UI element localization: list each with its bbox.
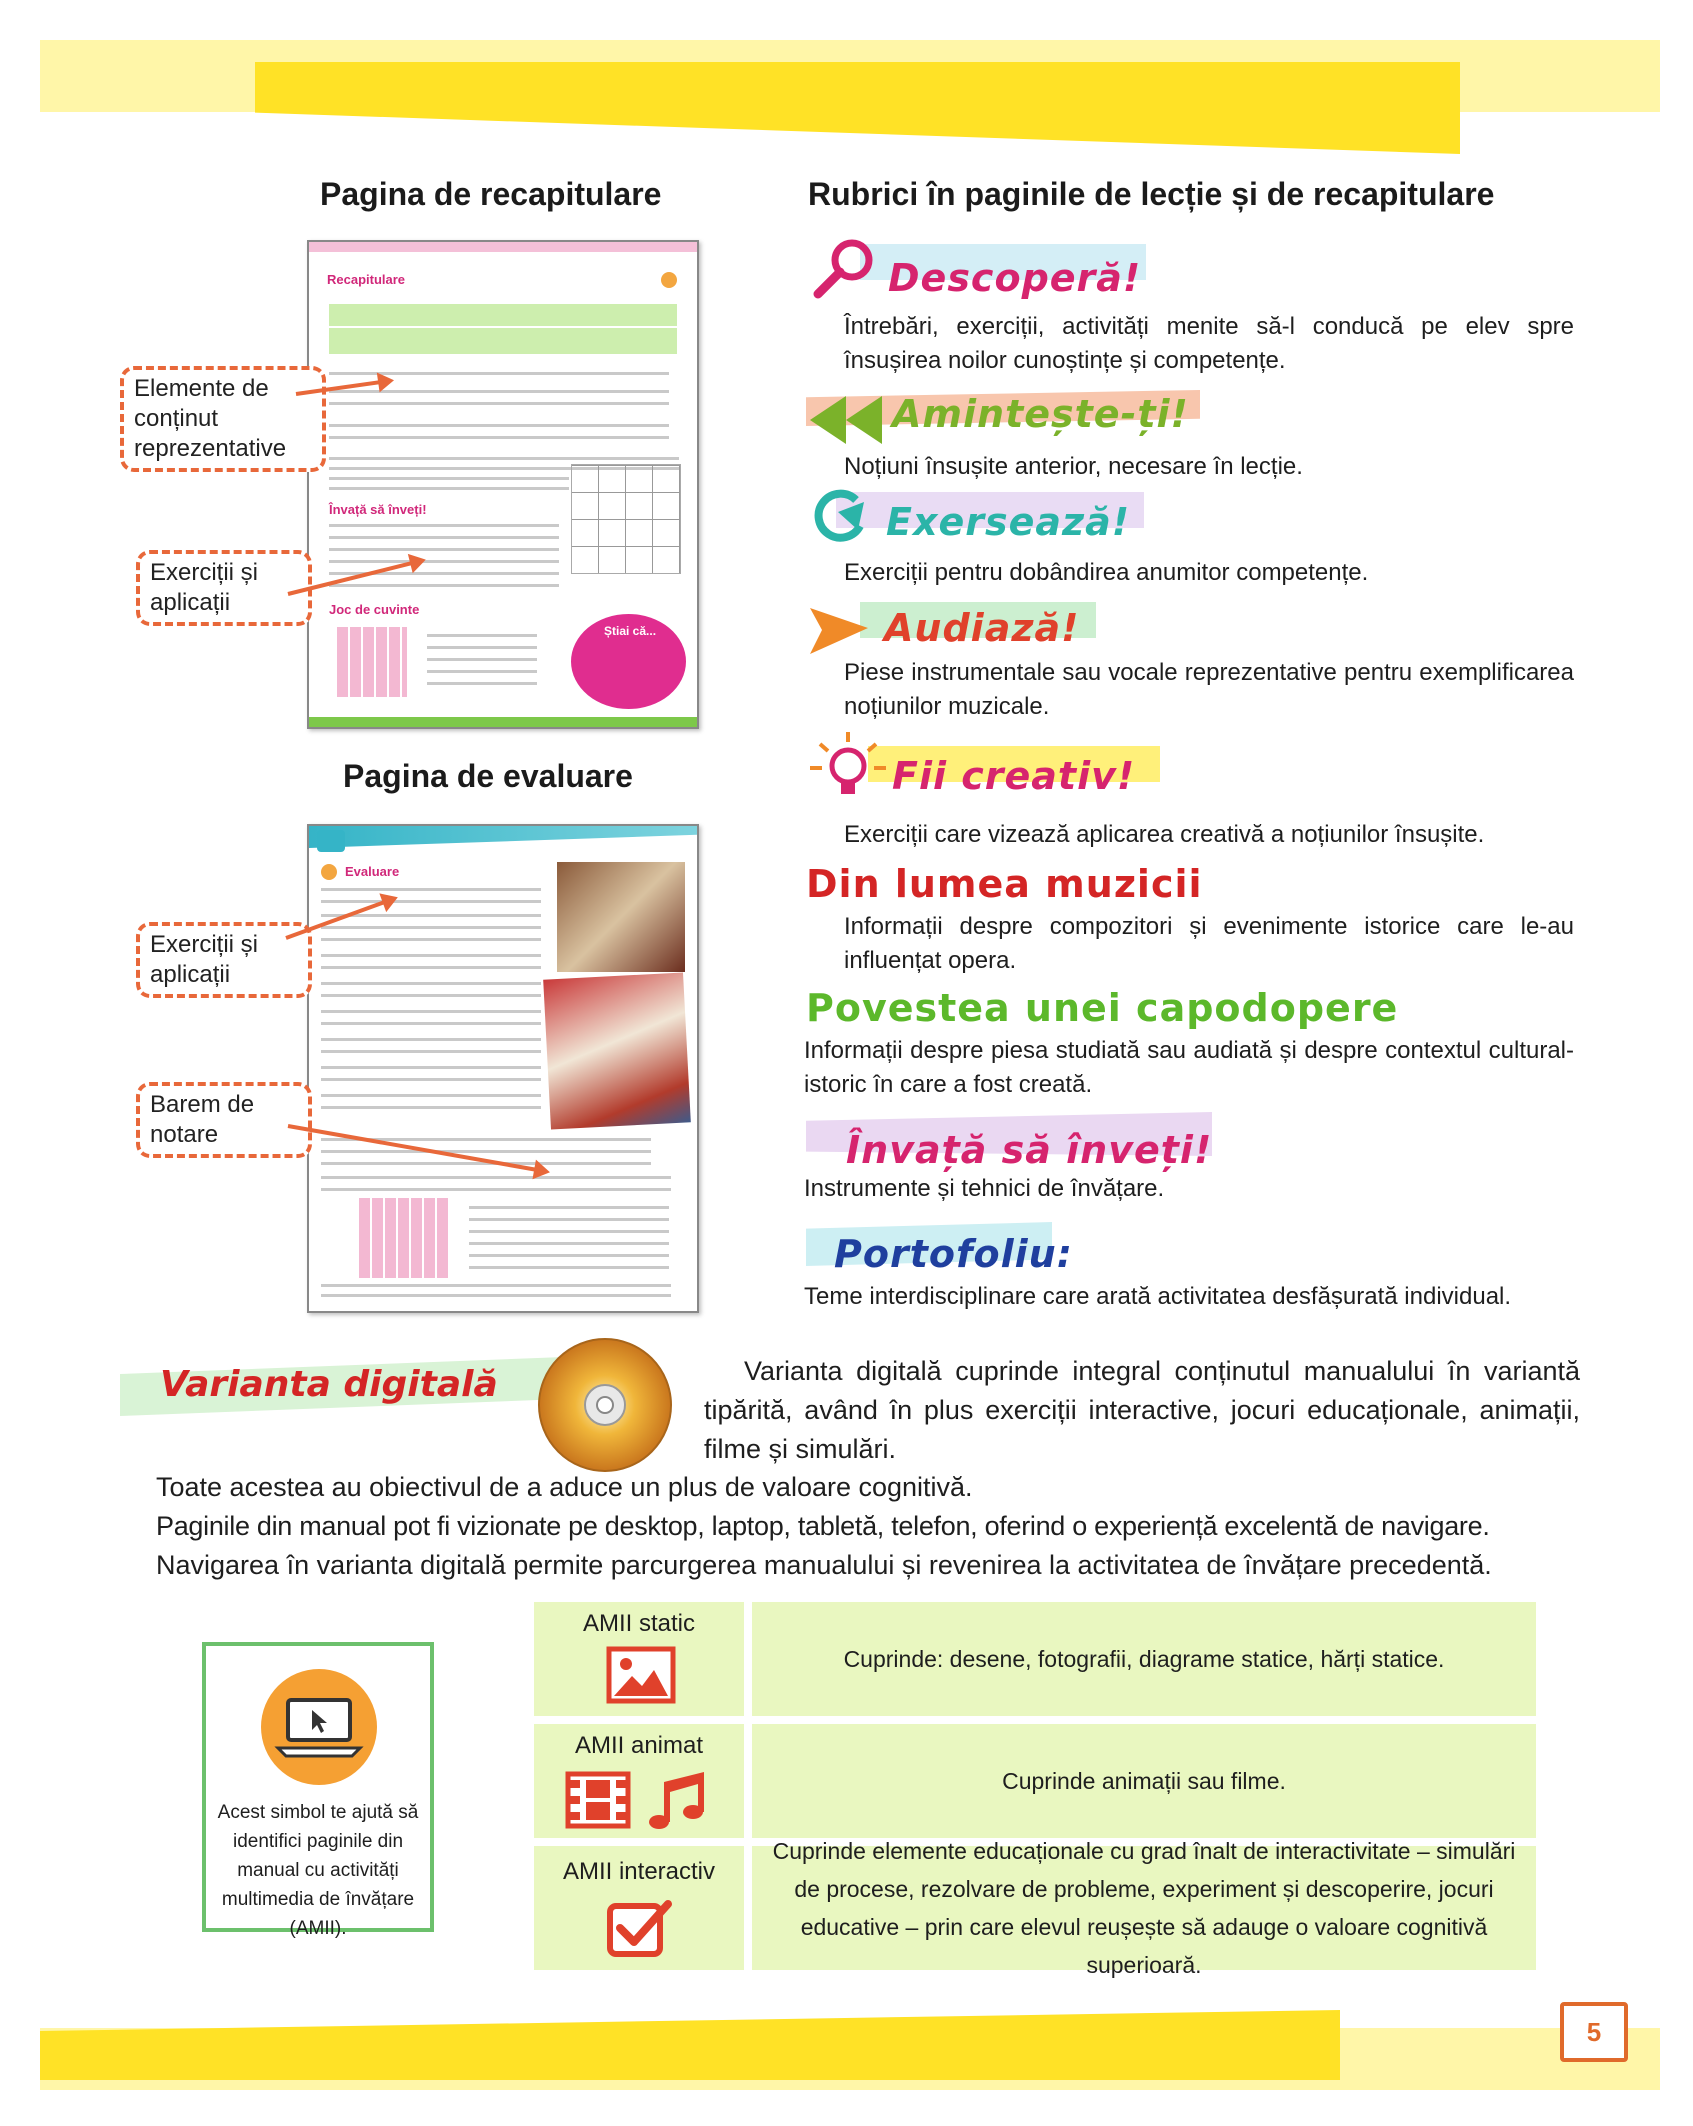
rubric-title-fii-creativ: Fii creativ! xyxy=(892,754,1136,798)
image-icon xyxy=(606,1646,676,1706)
amii-symbol-box xyxy=(202,1642,434,1939)
rubric-desc-exerseaza: Exerciții pentru dobândirea anumitor competențe. xyxy=(844,559,1369,586)
rubric-desc-fii-creativ: Exerciții care vizează aplicarea creativă a noțiunilor însușite. xyxy=(844,821,1485,848)
callout-exercises-eval: Exerciții și aplicații xyxy=(136,922,312,998)
note-grid xyxy=(571,464,681,574)
callout-exercises-recap: Exerciții și aplicații xyxy=(136,550,312,626)
play-icon xyxy=(806,600,870,658)
crossword-grid xyxy=(337,627,407,697)
recap-thumb-title: Recapitulare xyxy=(327,272,406,287)
eval-page-thumbnail xyxy=(307,824,699,1313)
smiley-icon xyxy=(321,864,337,880)
crossword-grid xyxy=(359,1198,449,1278)
rubric-title-aminteste: Amintește-ți! xyxy=(892,392,1189,436)
amii-animat-desc: Cuprinde animații sau filme. xyxy=(752,1724,1536,1838)
amii-interactiv-label-cell xyxy=(534,1846,744,1970)
rubric-title-din-lumea-muzicii: Din lumea muzicii xyxy=(806,862,1203,906)
magnifier-icon xyxy=(808,236,880,302)
heading-eval-page: Pagina de evaluare xyxy=(343,758,633,794)
callout-content-elements: Elemente de conținut reprezentative xyxy=(120,366,326,472)
digital-line-1: Toate acestea au obiectivul de a aduce un plus de valoare cognitivă. xyxy=(156,1472,973,1502)
page-number: 5 xyxy=(1560,2002,1628,2062)
amii-interactiv-label: AMII interactiv xyxy=(562,1858,716,1885)
recap-thumb-section1: Învață să înveți! xyxy=(329,502,427,517)
rubric-desc-din-lumea-muzicii: Informații despre compozitori și evenimente istorice care le-au influențat opera. xyxy=(844,913,1574,974)
rubric-title-portofoliu: Portofoliu: xyxy=(834,1232,1073,1276)
lightbulb-icon xyxy=(804,726,890,812)
recap-page-thumbnail xyxy=(307,240,699,729)
amii-static-label: AMII static xyxy=(582,1610,696,1637)
recap-thumb-table xyxy=(329,304,677,354)
heading-recap-page: Pagina de recapitulare xyxy=(320,176,662,212)
film-music-icon xyxy=(564,1768,714,1832)
eval-thumb-title: Evaluare xyxy=(345,864,400,879)
photo-children-2 xyxy=(543,972,691,1129)
rubric-desc-audiaza: Piese instrumentale sau vocale reprezentative pentru exemplificarea noțiunilor muzicale. xyxy=(844,659,1574,720)
laptop-cursor-icon xyxy=(260,1668,378,1786)
symbol-box-text: Acest simbol te ajută să identifici paginile din manual cu activități multimedia de învățare (AMII). xyxy=(217,1802,419,1939)
rubric-title-audiaza: Audiază! xyxy=(884,606,1080,650)
heading-rubrics: Rubrici în paginile de lecție și de recapitulare xyxy=(808,176,1495,212)
rubric-desc-portofoliu: Teme interdisciplinare care arată activitatea desfășurată individual. xyxy=(804,1283,1512,1310)
chapter-badge xyxy=(317,830,345,852)
rubric-title-descopera: Descoperă! xyxy=(888,256,1142,300)
recap-thumb-section2: Joc de cuvinte xyxy=(329,602,420,617)
photo-children-1 xyxy=(557,862,685,972)
refresh-arrow-icon xyxy=(808,486,870,548)
bubble-title: Știai că... xyxy=(604,624,657,638)
digital-line-3: Navigarea în varianta digitală permite parcurgerea manualului și revenirea la activitatea de învățare precedentă. xyxy=(156,1550,1492,1580)
digital-line-2: Paginile din manual pot fi vizionate pe desktop, laptop, tabletă, telefon, oferind o experiență excelentă de navigare. xyxy=(156,1511,1490,1541)
smiley-icon xyxy=(661,272,677,288)
digital-intro: Varianta digitală cuprinde integral conținutul manualului în variantă tipărită, având în plus exerciții interactive, jocuri educaționale, animații, filme și simulări. xyxy=(704,1356,1580,1464)
rubric-title-invata: Învață să înveți! xyxy=(846,1128,1213,1172)
rubric-desc-povestea: Informații despre piesa studiată sau audiată și despre contextul cultural-istoric în care a fost creată. xyxy=(804,1037,1574,1098)
amii-interactiv-desc: Cuprinde elemente educaționale cu grad înalt de interactivitate – simulări de procese, rezolvare de probleme, experiment și descoperire, jocuri educative – prin care elevul reușește să adauge o valoare cognitivă superioară. xyxy=(752,1846,1536,1970)
digital-title: Varianta digitală xyxy=(160,1364,498,1405)
amii-animat-label: AMII animat xyxy=(574,1732,704,1759)
rubric-desc-invata: Instrumente și tehnici de învățare. xyxy=(804,1175,1165,1202)
bottom-banner-yellow xyxy=(40,2010,1340,2080)
rubric-desc-descopera: Întrebări, exerciții, activități menite să-l conducă pe elev spre însușirea noilor cunoștințe și competențe. xyxy=(844,313,1574,374)
amii-animat-label-cell xyxy=(534,1724,744,1838)
cd-icon xyxy=(536,1336,674,1474)
rubric-desc-aminteste: Noțiuni însușite anterior, necesare în lecție. xyxy=(844,453,1303,480)
rewind-icon xyxy=(806,392,886,448)
checkbox-icon xyxy=(606,1896,676,1958)
callout-grading: Barem de notare xyxy=(136,1082,312,1158)
amii-static-desc: Cuprinde: desene, fotografii, diagrame statice, hărți statice. xyxy=(752,1602,1536,1716)
rubric-title-exerseaza: Exersează! xyxy=(886,500,1131,544)
top-banner-yellow xyxy=(255,62,1460,154)
rubric-title-povestea: Povestea unei capodopere xyxy=(806,986,1399,1030)
amii-static-label-cell xyxy=(534,1602,744,1716)
